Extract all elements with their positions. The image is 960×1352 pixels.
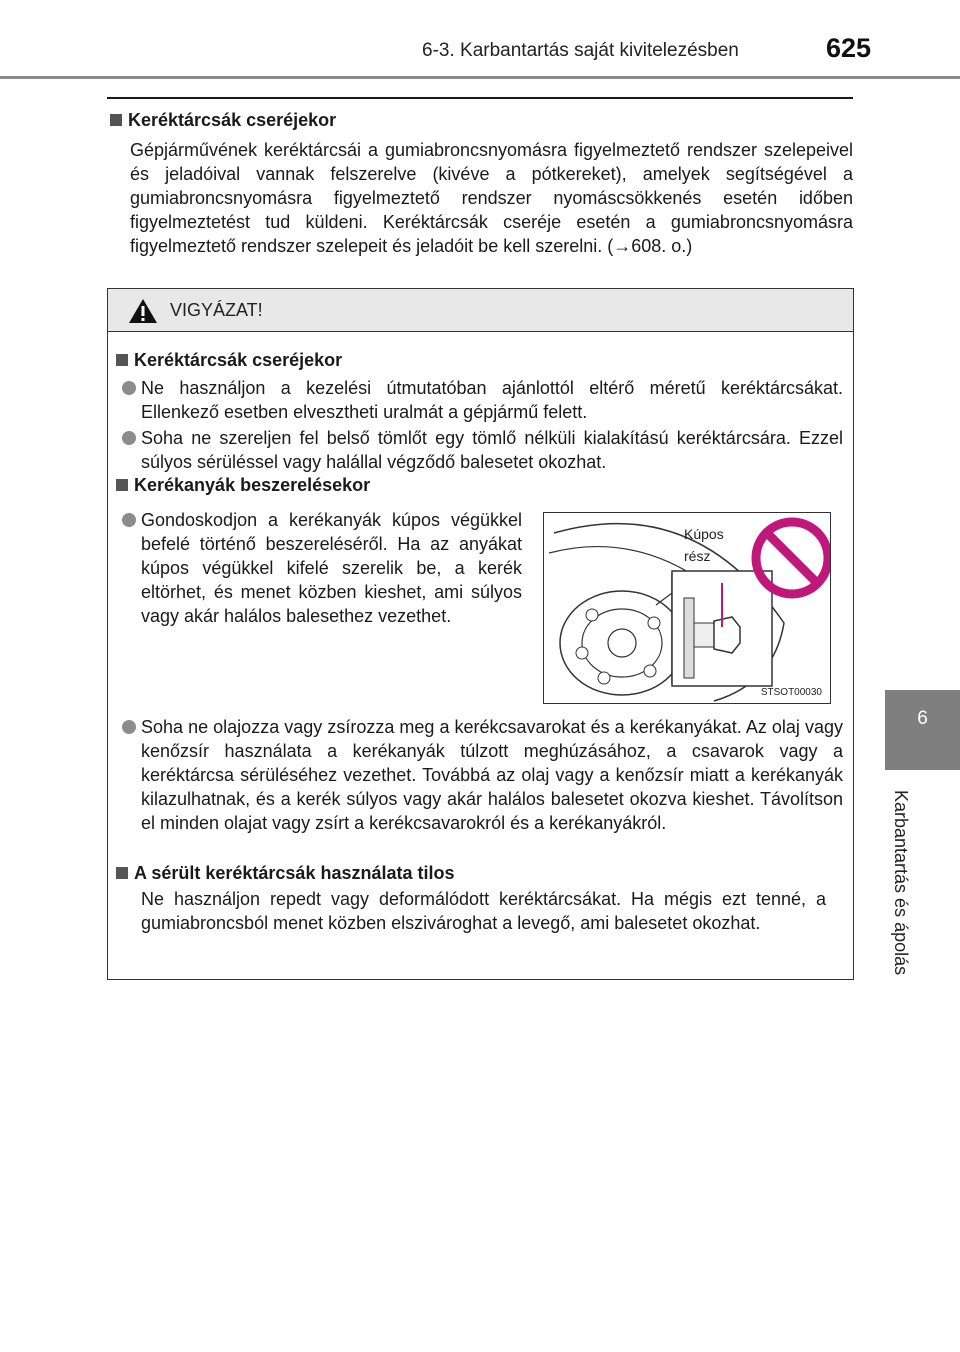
circle-bullet-icon — [122, 381, 136, 395]
warning-group-title: A sérült keréktárcsák használata tilos — [116, 863, 455, 884]
circle-bullet-icon — [122, 431, 136, 445]
warning-bullet: Soha ne olajozza vagy zsírozza meg a kerékcsavarokat és a kerékanyákat. Az olaj vagy kenőzsír használata a kerékanyák túlzott meghúzásához, a csavarok vagy a keréktárcsa sérüléséhez vezethet. Továbbá az olaj vagy a kenőzsír miatt a kerékanyák kilazulhatnak, és a kerék súlyos vagy akár halálos balesetet okozva kieshet. Távolítson el minden olajat vagy zsírt a kerékcsavarokról és a kerékanyákról. — [116, 715, 843, 835]
header-section-title: 6-3. Karbantartás saját kivitelezésben — [422, 40, 739, 61]
figure-label: Kúpos rész — [684, 526, 724, 564]
square-bullet-icon — [116, 354, 128, 366]
warning-box — [107, 288, 854, 980]
warning-header — [108, 289, 853, 332]
wheel-nut-illustration — [543, 512, 831, 704]
chapter-tab — [885, 690, 960, 770]
warning-bullet: Ne használjon a kezelési útmutatóban ajánlottól eltérő méretű keréktárcsákat. Ellenkező esetben elvesztheti uralmát a gépjármű felett. — [116, 376, 843, 424]
warning-triangle-icon — [128, 298, 158, 324]
page-header — [0, 0, 960, 80]
section-title: Keréktárcsák cseréjekor — [128, 110, 337, 130]
chapter-title: Karbantartás és ápolás — [891, 790, 911, 976]
page-number: 625 — [826, 33, 872, 63]
chapter-number: 6 — [917, 708, 928, 729]
warning-group-title: Kerékanyák beszerelésekor — [116, 475, 370, 496]
warning-bullet: Gondoskodjon a kerékanyák kúpos végükkel befelé történő beszereléséről. Ha az anyákat kúpos végükkel kifelé szerelik be, a kerék eltörhet, és menet közben kieshet, ami súlyos vagy akár halálos balesethez vezethet. — [116, 508, 522, 628]
chapter-title-vertical — [891, 790, 926, 990]
warning-text: Ne használjon repedt vagy deformálódott keréktárcsákat. Ha mégis ezt tenné, a gumiabroncsból menet közben elszivároghat a levegő, ami balesetet okozhat. — [141, 889, 826, 933]
section-heading — [110, 110, 336, 131]
square-bullet-icon — [116, 479, 128, 491]
warning-label: VIGYÁZAT! — [170, 300, 263, 320]
figure-code: STSOT00030 — [760, 687, 822, 698]
circle-bullet-icon — [122, 513, 136, 527]
header-divider — [0, 76, 960, 79]
section-body: Gépjárművének keréktárcsái a gumiabroncsnyomásra figyelmeztető rendszer szelepeivel és jeladóival vannak felszerelve (kivéve a pótkereket), amelyek segítségével a gumiabroncsnyomásra figyelmeztető rendszer nyomáscsökkenés esetén időben figyelmeztetést tud küldeni. Keréktárcsák cseréje esetén a gumiabroncsnyomásra figyelmeztető rendszer szelepeit és jeladóit be kell szerelni. (→608. o.) — [130, 140, 853, 256]
content-divider — [107, 97, 853, 99]
circle-bullet-icon — [122, 720, 136, 734]
warning-bullet: Soha ne szereljen fel belső tömlőt egy tömlő nélküli kialakítású keréktárcsára. Ezzel súlyos sérüléssel vagy halállal végződő balesetet okozhat. — [116, 426, 843, 474]
square-bullet-icon — [116, 867, 128, 879]
warning-group-title: Keréktárcsák cseréjekor — [116, 350, 342, 371]
square-bullet-icon — [110, 114, 122, 126]
